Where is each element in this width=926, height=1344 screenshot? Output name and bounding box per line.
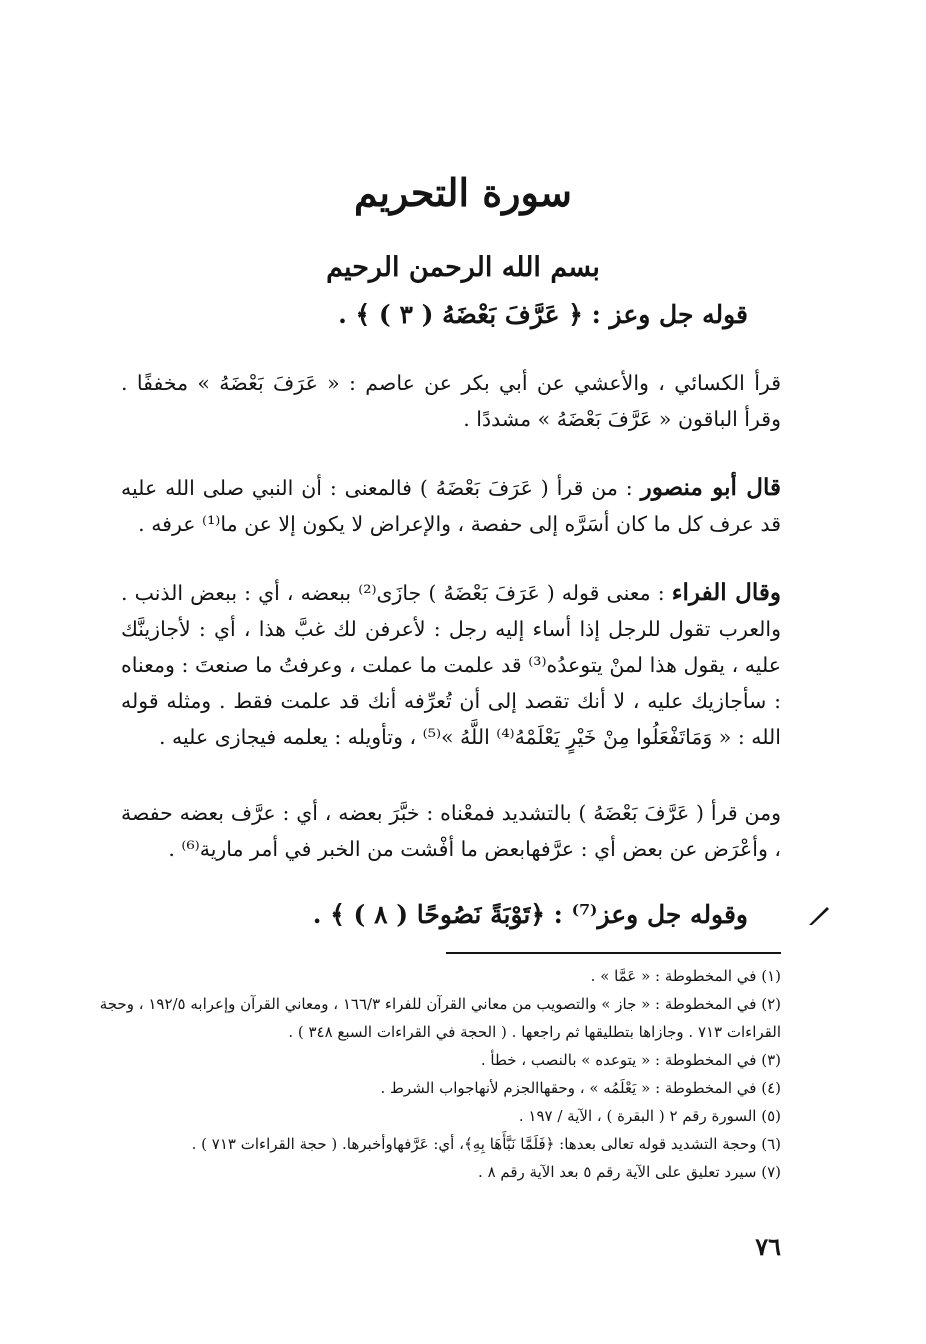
footnote-item: (٦) وحجة التشديد قوله تعالى بعدها: ﴿فَلَمَّا نَبَّأَهَا بِهِ﴾، أي: عَرَّفهاوأخبرها. ( حجة القراءات ٧١٣ ) . bbox=[191, 1135, 781, 1153]
page-number: ٧٦ bbox=[755, 1232, 781, 1261]
verse-heading-8: وقوله جل وعز⁽⁷⁾ : ﴿تَوْبَةً نَصُوحًا ( ٨ ) ﴾ . bbox=[312, 900, 748, 929]
footnote-item: (٧) سيرد تعليق على الآية رقم ٥ بعد الآية رقم ٨ . bbox=[478, 1163, 781, 1181]
paragraph-lead: قال أبو منصور bbox=[640, 474, 781, 501]
paragraph-text: ومن قرأ ( عَرَّفَ بَعْضَهُ ) بالتشديد فمعْناه : خبَّرَ بعضه ، أي : عرَّف بعضه حفصة ، وأعْرَض عن بعض أي : عرَّفهابعض ما أفْشت من الخبر في أمر مارية⁽⁶⁾ . bbox=[121, 801, 781, 861]
paragraph-al-farra bbox=[121, 575, 781, 755]
verse-heading-3: قوله جل وعز : ﴿ عَرَّفَ بَعْضَهُ ( ٣ ) ﴾ . bbox=[338, 300, 748, 329]
footnote-item: (٥) السورة رقم ٢ ( البقرة ) ، الآية / ١٩٧ . bbox=[518, 1107, 781, 1125]
paragraph-lead: وقال الفراء bbox=[671, 579, 781, 606]
footnote-item: (٤) في المخطوطة : « يَعْلَمُه » ، وحقهاالجزم لأنهاجواب الشرط . bbox=[380, 1079, 781, 1097]
footnote-item: (٣) في المخطوطة : « يتوعده » بالنصب ، خطأ . bbox=[480, 1051, 781, 1069]
basmala: بسم الله الرحمن الرحيم bbox=[326, 252, 600, 283]
footnote-divider bbox=[446, 952, 781, 954]
footnotes bbox=[76, 962, 781, 1186]
footnote-item: (٢) في المخطوطة : « جاز » والتصويب من معاني القرآن للفراء ١٦٦/٣ ، ومعاني القرآن وإعرابه ١٩٢/٥ ، وحجة القراءات ٧١٣ . وجازاها بتطليقها ثم راجعها . ( الحجة في القراءات السبع ٣٤٨ ) . bbox=[99, 995, 781, 1041]
surah-title: سورة التحريم bbox=[354, 170, 572, 215]
paragraph-text: قرأ الكسائي ، والأعشي عن أبي بكر عن عاصم : « عَرَفَ بَعْضَهُ » مخففًا . وقرأ الباقون « عَرَّفَ بَعْضَهُ » مشددًا . bbox=[121, 371, 781, 431]
paragraph-text: : معنى قوله ( عَرَفَ بَعْضَهُ ) جازَى⁽²⁾ ببعضه ، أي : ببعض الذنب . والعرب تقول للرجل إذا أساء إليه رجل : لأعرفن لك غبَّ هذا ، أي : لأجازينَّك عليه ، يقول هذا لمنْ يتوعدُه⁽³⁾ قد علمت ما عملت ، وعرفتُ ما صنعتَ : ومعناه : سأجازيك عليه ، لا أنك تقصد إلى أن تُعرِّفه أنك قد علمت فقط . ومثله قوله الله : « وَمَاتَفْعَلُوا مِنْ خَيْرٍ يَعْلَمْهُ⁽⁴⁾ اللَّهُ »⁽⁵⁾ ، وتأويله : يعلمه فيجازى عليه . bbox=[121, 581, 781, 749]
paragraph-tashdid bbox=[121, 795, 781, 867]
footnote-item: (١) في المخطوطة : « عَمَّا » . bbox=[590, 967, 781, 985]
paragraph-text: : من قرأ ( عَرَفَ بَعْضَهُ ) فالمعنى : أن النبي صلى الله عليه قد عرف كل ما كان أسَرَّه إلى حفصة ، والإعراض لا يكون إلا عن ما⁽¹⁾ عرفه . bbox=[121, 476, 781, 536]
pen-tick-mark bbox=[807, 903, 831, 927]
paragraph-abu-mansur bbox=[121, 470, 781, 542]
paragraph-readings bbox=[121, 365, 781, 437]
